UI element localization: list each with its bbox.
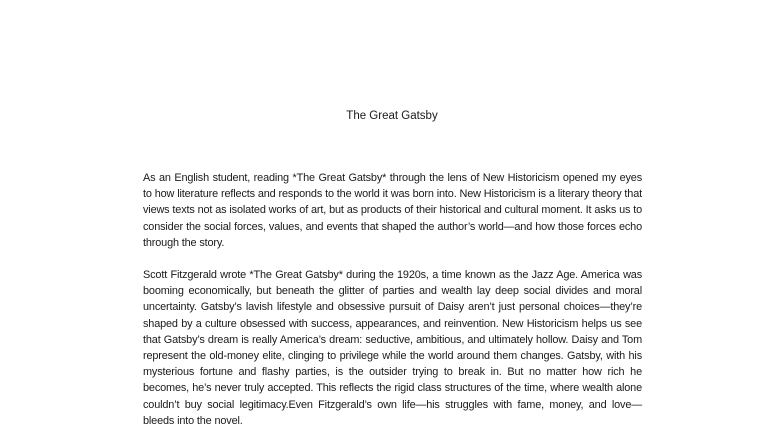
document-body [143,170,642,441]
paragraph-jazz-age-context: Scott Fitzgerald wrote *The Great Gatsby* during the 1920s, a time known as the Jazz Age. America was booming economically, but beneath the glitter of parties and wealth lay deep social divides and moral uncertainty. Gatsby’s lavish lifestyle and obsessive pursuit of Daisy aren’t just personal choices—they’re shaped by a culture obsessed with success, appearances, and reinvention. New Historicism helps us see that Gatsby’s dream is really America’s dream: seductive, ambitious, and ultimately hollow. Daisy and Tom represent the old-money elite, clinging to privilege while the world around them changes. Gatsby, with his mysterious fortune and flashy parties, is the outsider trying to break in. But no matter how rich he becomes, he’s never truly accepted. This reflects the rigid class structures of the time, where wealth alone couldn’t buy social legitimacy.Even Fitzgerald’s own life—his struggles with fame, money, and love—bleeds into the novel. [143,269,642,427]
document-title: The Great Gatsby [346,110,438,122]
paragraph-new-historicism-intro: As an English student, reading *The Great Gatsby* through the lens of New Historicism opened my eyes to how literature reflects and responds to the world it was born into. New Historicism is a literary theory that views texts not as isolated works of art, but as products of their historical and cultural moment. It asks us to consider the social forces, values, and events that shaped the author’s world—and how those forces echo through the story. [143,172,642,249]
